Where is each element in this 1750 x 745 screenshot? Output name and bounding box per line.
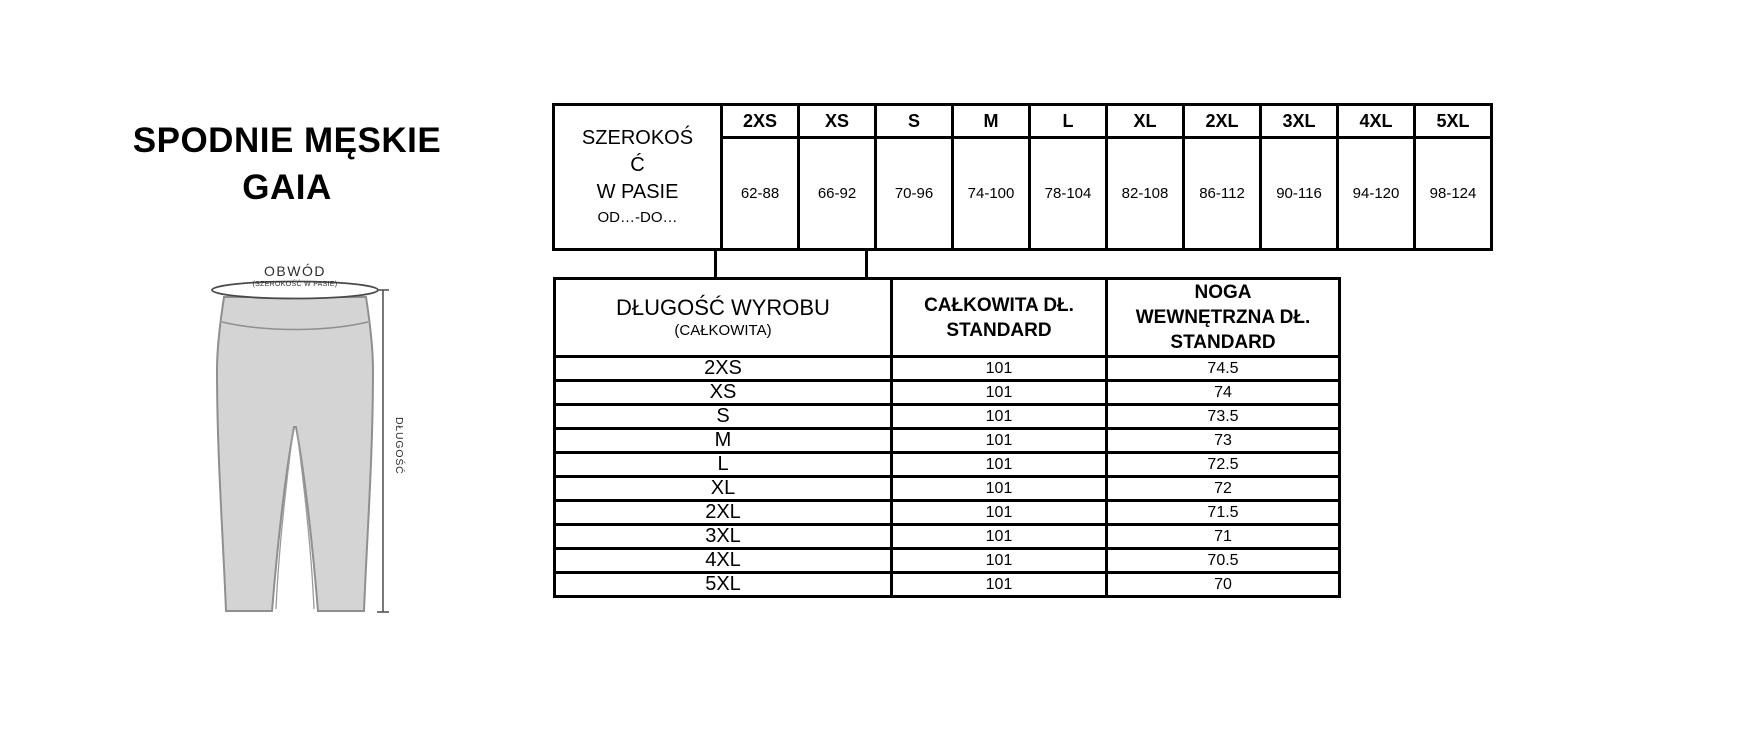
- length-table-col1-header: [555, 279, 892, 357]
- table-connector-line-right: [865, 249, 868, 277]
- page-title-line1: SPODNIE MĘSKIE: [132, 121, 442, 160]
- size-header-l: L: [1030, 105, 1107, 138]
- size-header-2xl: 2XL: [1184, 105, 1261, 138]
- row-inner-length: 74.5: [1107, 357, 1340, 381]
- row-total-length: 101: [892, 381, 1107, 405]
- col2-header-line2: STANDARD: [946, 319, 1052, 341]
- col2-header-line1: CAŁKOWITA DŁ.: [924, 294, 1074, 316]
- col1-header-line1: DŁUGOŚĆ WYROBU: [616, 294, 830, 320]
- length-table: [553, 277, 1341, 598]
- waist-range-xl: 82-108: [1107, 138, 1184, 250]
- row-size-label: 3XL: [555, 525, 892, 549]
- pants-diagram-svg: [180, 255, 410, 635]
- waist-label: OBWÓD: [264, 263, 326, 279]
- waist-range-l: 78-104: [1030, 138, 1107, 250]
- size-header-m: M: [953, 105, 1030, 138]
- waist-range-xs: 66-92: [799, 138, 876, 250]
- size-header-3xl: 3XL: [1261, 105, 1338, 138]
- length-row-m: [555, 429, 1340, 453]
- row-size-label: 4XL: [555, 549, 892, 573]
- waist-header-line4: OD…-DO…: [597, 208, 678, 226]
- length-row-4xl: [555, 549, 1340, 573]
- row-size-label: L: [555, 453, 892, 477]
- length-row-s: [555, 405, 1340, 429]
- length-row-xs: [555, 381, 1340, 405]
- row-size-label: S: [555, 405, 892, 429]
- waist-range-2xl: 86-112: [1184, 138, 1261, 250]
- row-size-label: 2XS: [555, 357, 892, 381]
- length-row-l: [555, 453, 1340, 477]
- row-total-length: 101: [892, 357, 1107, 381]
- size-header-s: S: [876, 105, 953, 138]
- pants-measurement-diagram: [180, 255, 410, 635]
- row-size-label: XS: [555, 381, 892, 405]
- length-label: DŁUGOŚĆ: [393, 417, 405, 475]
- row-inner-length: 72: [1107, 477, 1340, 501]
- row-total-length: 101: [892, 501, 1107, 525]
- row-total-length: 101: [892, 549, 1107, 573]
- col3-header-line3: STANDARD: [1170, 332, 1276, 353]
- col3-header-line2: WEWNĘTRZNA DŁ.: [1135, 307, 1311, 328]
- waist-range-2xs: 62-88: [722, 138, 799, 250]
- table-connector-line-left: [714, 249, 717, 277]
- waist-range-s: 70-96: [876, 138, 953, 250]
- length-row-2xs: [555, 357, 1340, 381]
- length-row-xl: [555, 477, 1340, 501]
- row-total-length: 101: [892, 405, 1107, 429]
- row-size-label: XL: [555, 477, 892, 501]
- row-inner-length: 70: [1107, 573, 1340, 597]
- length-row-2xl: [555, 501, 1340, 525]
- waist-range-5xl: 98-124: [1415, 138, 1492, 250]
- row-inner-length: 71: [1107, 525, 1340, 549]
- row-total-length: 101: [892, 429, 1107, 453]
- row-inner-length: 73.5: [1107, 405, 1340, 429]
- waist-range-3xl: 90-116: [1261, 138, 1338, 250]
- waist-size-table: [552, 103, 1493, 251]
- col1-header-line2: (CAŁKOWITA): [674, 321, 772, 339]
- col3-header-line1: NOGA: [1194, 282, 1252, 303]
- length-row-5xl: [555, 573, 1340, 597]
- waist-header-line3: W PASIE: [596, 180, 679, 203]
- pants-silhouette: [217, 297, 373, 611]
- length-row-3xl: [555, 525, 1340, 549]
- row-total-length: 101: [892, 477, 1107, 501]
- waist-header-line1: SZEROKOŚ: [581, 126, 694, 149]
- row-size-label: 5XL: [555, 573, 892, 597]
- size-header-4xl: 4XL: [1338, 105, 1415, 138]
- waist-table-title-cell: [554, 105, 722, 250]
- waist-range-4xl: 94-120: [1338, 138, 1415, 250]
- length-table-col3-header: [1107, 279, 1340, 357]
- length-table-col2-header: [892, 279, 1107, 357]
- row-inner-length: 71.5: [1107, 501, 1340, 525]
- page-title: [87, 118, 487, 211]
- row-inner-length: 72.5: [1107, 453, 1340, 477]
- waist-range-m: 74-100: [953, 138, 1030, 250]
- row-total-length: 101: [892, 453, 1107, 477]
- page-title-line2: GAIA: [242, 167, 332, 207]
- row-total-length: 101: [892, 525, 1107, 549]
- size-header-xs: XS: [799, 105, 876, 138]
- row-inner-length: 70.5: [1107, 549, 1340, 573]
- waist-sublabel: (SZEROKOŚĆ W PASIE): [252, 281, 338, 288]
- waist-header-line2: Ć: [630, 153, 645, 176]
- row-size-label: M: [555, 429, 892, 453]
- row-total-length: 101: [892, 573, 1107, 597]
- size-header-2xs: 2XS: [722, 105, 799, 138]
- size-header-xl: XL: [1107, 105, 1184, 138]
- row-inner-length: 73: [1107, 429, 1340, 453]
- size-header-5xl: 5XL: [1415, 105, 1492, 138]
- row-size-label: 2XL: [555, 501, 892, 525]
- row-inner-length: 74: [1107, 381, 1340, 405]
